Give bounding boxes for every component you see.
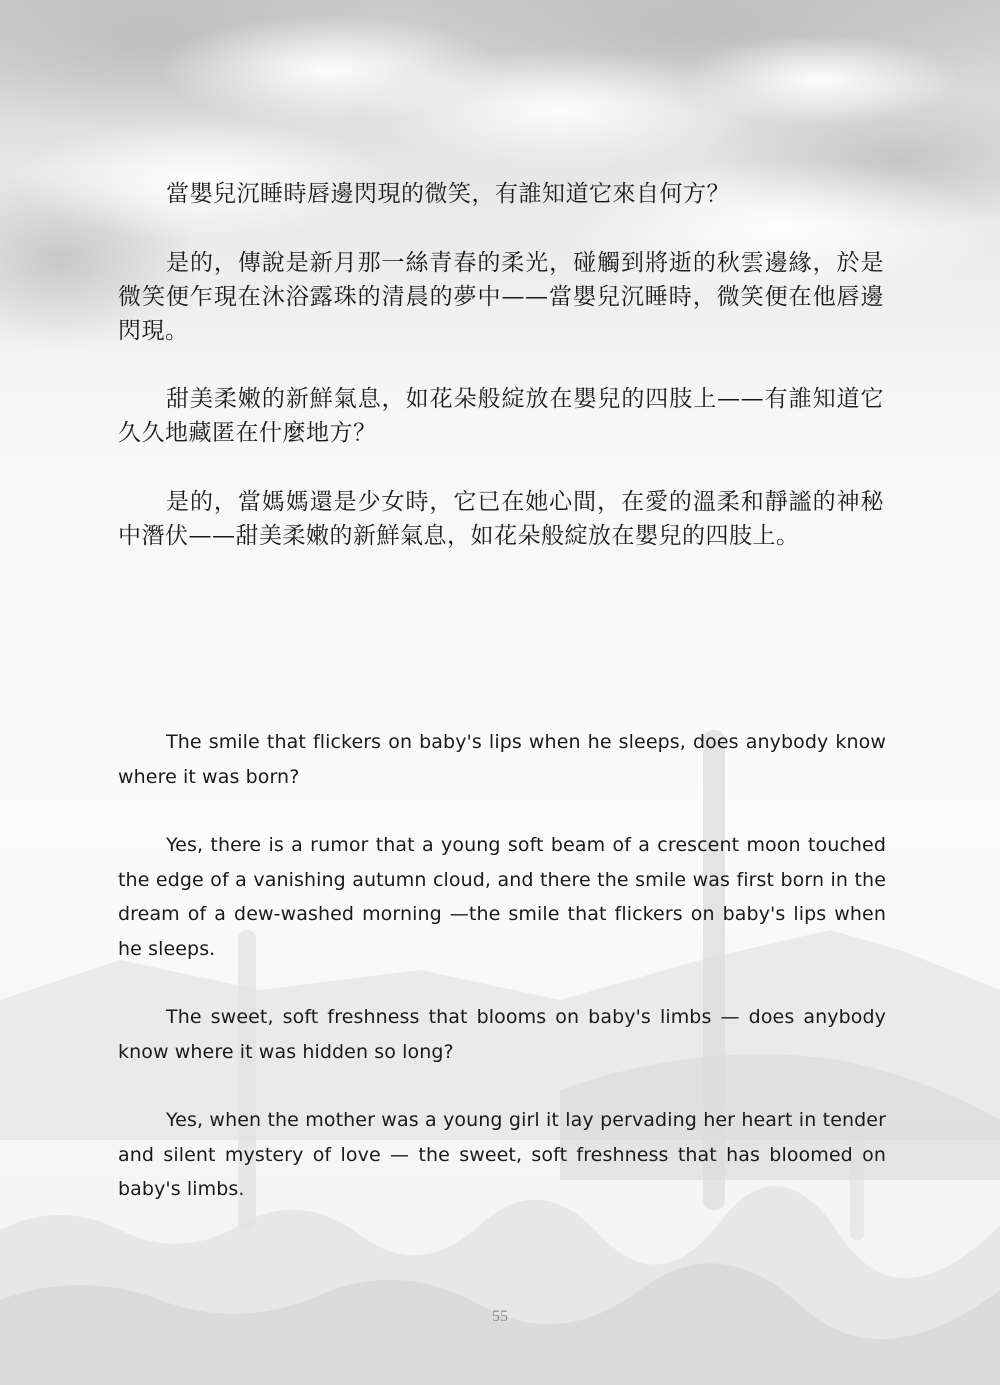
chinese-paragraph-3: 甜美柔嫩的新鮮氣息，如花朵般綻放在嬰兒的四肢上——有誰知道它久久地藏匿在什麼地方？ — [118, 386, 884, 446]
english-paragraph-1: The smile that flickers on baby's lips when he sleeps, does anybody know where it was born? — [118, 731, 886, 788]
chinese-paragraph-4: 是的，當媽媽還是少女時，它已在她心間，在愛的溫柔和靜謐的神秘中潛伏——甜美柔嫩的新鮮氣息，如花朵般綻放在嬰兒的四肢上。 — [118, 489, 884, 549]
english-paragraph-4: Yes, when the mother was a young girl it lay pervading her heart in tender and silent mystery of love — the sweet, soft freshness that has bloomed on baby's limbs. — [118, 1109, 886, 1200]
english-paragraph-2: Yes, there is a rumor that a young soft beam of a crescent moon touched the edge of a vanishing autumn cloud, and there the smile was first born in the dream of a dew-washed morning —the smile that flickers on baby's lips when he sleeps. — [118, 834, 886, 960]
page-number: 55 — [492, 1308, 508, 1325]
english-paragraph-3: The sweet, soft freshness that blooms on baby's limbs — does anybody know where it was hidden so long? — [118, 1006, 886, 1063]
chinese-paragraph-1: 當嬰兒沉睡時唇邊閃現的微笑，有誰知道它來自何方？ — [166, 181, 730, 207]
chinese-paragraph-2: 是的，傳說是新月那一絲青春的柔光，碰觸到將逝的秋雲邊緣，於是微笑便乍現在沐浴露珠的清晨的夢中——當嬰兒沉睡時，微笑便在他唇邊閃現。 — [118, 250, 884, 344]
